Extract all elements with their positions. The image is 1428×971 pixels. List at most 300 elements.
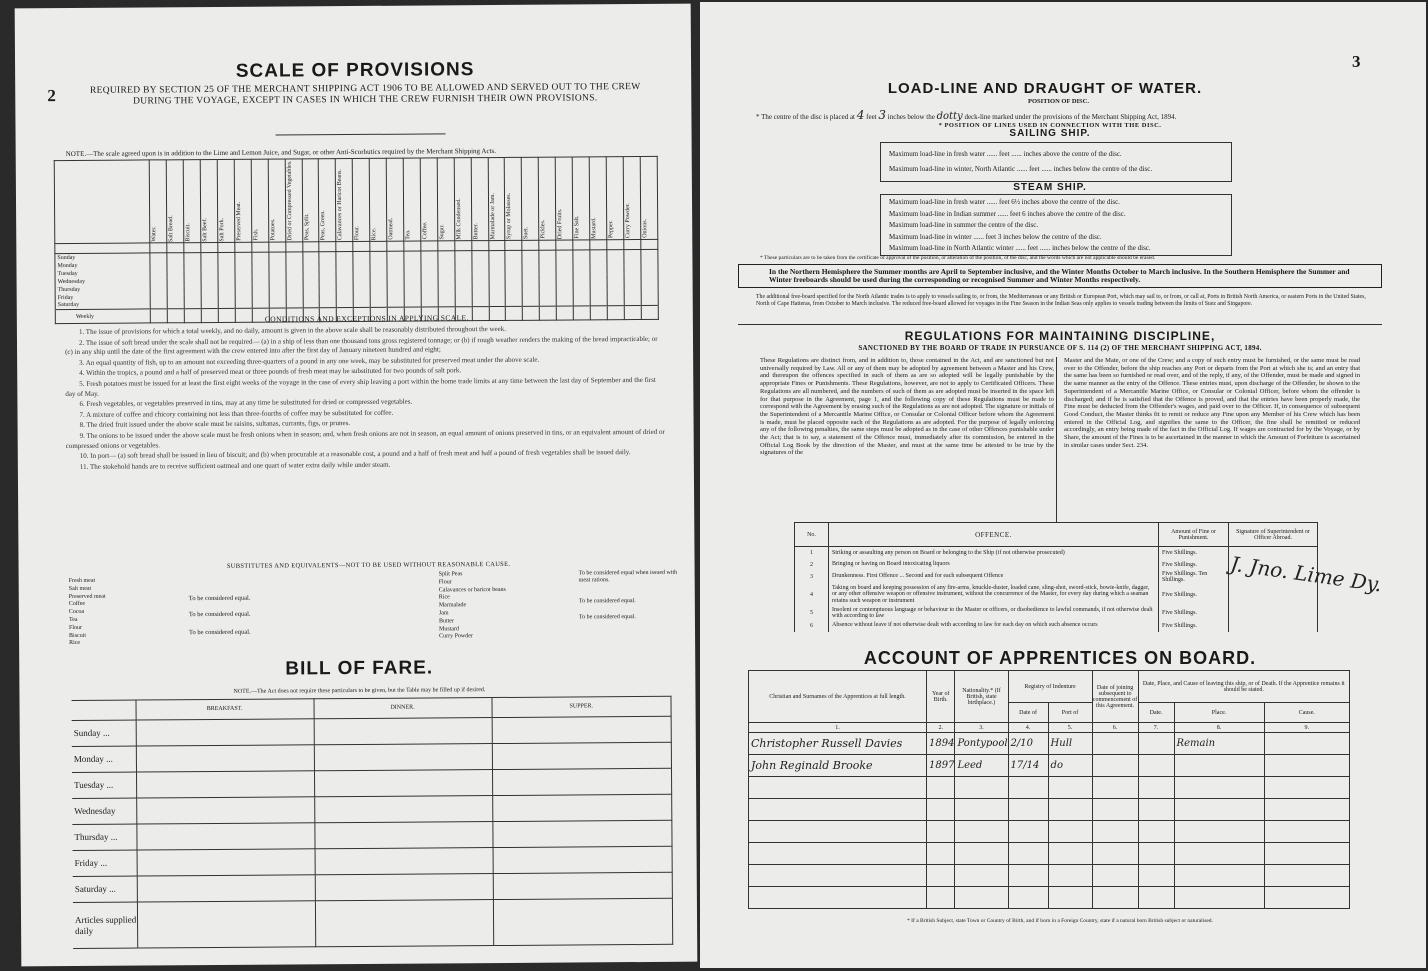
table-cell <box>269 268 286 276</box>
table-cell <box>472 267 489 275</box>
condition-item: 4. Within the tropics, a pound and a half of preserved meat or three pounds of fresh meat may be substituted for two pounds of salt pork. <box>79 366 462 378</box>
apprentice-cell[interactable] <box>1174 887 1264 909</box>
apprentice-cell[interactable] <box>1008 821 1048 843</box>
offence-fine: Five Shillings. <box>1159 559 1229 571</box>
apprentice-cell[interactable] <box>927 799 955 821</box>
offence-text: Absence without leave if not otherwise dealt with according to law for each day on which such absence occurs <box>829 620 1159 632</box>
provision-column-header <box>572 157 589 240</box>
considered-equal-1: To be considered equal. <box>188 594 251 603</box>
apprentice-cell[interactable] <box>1138 777 1174 799</box>
apprentice-cell[interactable] <box>1174 821 1264 843</box>
considered-equal-meat: To be considered equal when issued with meat rations. <box>578 569 678 584</box>
apprentice-cell[interactable] <box>927 843 955 865</box>
table-cell <box>353 284 370 292</box>
substitute-item: Preserved meat <box>68 593 106 600</box>
table-cell <box>505 267 522 275</box>
offence-signature-cell <box>1229 583 1318 607</box>
table-cell <box>573 250 590 258</box>
unit-cell <box>235 242 252 252</box>
bill-cell[interactable] <box>136 797 314 824</box>
apprentice-cell[interactable] <box>1264 843 1349 865</box>
column-number: 7. <box>1138 723 1174 733</box>
table-cell <box>590 250 607 258</box>
provision-column-label: Sugar. <box>439 224 446 240</box>
provision-column-label: Fine Salt. <box>574 215 581 239</box>
offence-no: 3 <box>795 571 829 583</box>
offence-text: Taking on board and keeping possession of any fire-arms, knuckle-duster, loaded cane, sling-shot, sword-stick, bowie-knife, dagger, or any other offensive weapon or offensive instrument, without the concurrence of the Master, for every day during which a seaman retains such weapon or instrument <box>829 583 1159 607</box>
bill-cell[interactable] <box>136 823 314 850</box>
apprentice-cell[interactable] <box>955 777 1008 799</box>
table-cell <box>167 285 184 293</box>
sailing-line: Maximum load-line in fresh water ...... feet ...... inches above the centre of the disc. <box>889 150 1122 158</box>
apprentice-cell[interactable] <box>1092 733 1138 755</box>
provision-column-label: Butter. <box>472 223 479 240</box>
substitute-item: Flour <box>68 624 83 631</box>
table-cell <box>337 292 354 300</box>
table-cell <box>184 285 201 293</box>
apprentice-cell[interactable] <box>1138 733 1174 755</box>
steam-line: Maximum load-line in winter ...... feet 3 inches below the centre of the disc. <box>889 232 1102 241</box>
bill-cell[interactable] <box>136 719 314 746</box>
table-cell <box>522 282 539 290</box>
apprentice-cell[interactable] <box>1092 755 1138 777</box>
table-cell <box>235 276 252 284</box>
offence-text: Striking or assaulting any person on Board or belonging to the Ship (if not otherwise prosecuted) <box>829 547 1159 559</box>
apprentice-cell[interactable]: John Reginald Brooke <box>749 755 927 777</box>
substitute-item: Biscuit <box>69 632 87 639</box>
table-cell <box>286 284 303 292</box>
table-cell <box>607 290 624 298</box>
offence-fine: Five Shillings. <box>1159 607 1229 620</box>
apprentice-cell[interactable] <box>749 887 927 909</box>
unit-cell <box>285 242 302 252</box>
apprentice-cell[interactable]: 1894 <box>927 733 955 755</box>
table-cell <box>455 267 472 275</box>
apprentice-cell[interactable] <box>1092 887 1138 909</box>
apprentice-cell[interactable] <box>1008 843 1048 865</box>
table-cell <box>641 298 658 306</box>
apprentice-cell[interactable]: Pontypool <box>955 733 1008 755</box>
disc-inches-text: inches below the <box>887 113 935 121</box>
table-cell <box>168 301 185 309</box>
bill-day-text: Sunday ... <box>73 727 110 738</box>
table-cell <box>539 274 556 282</box>
bill-cell[interactable] <box>137 849 315 876</box>
table-cell <box>489 275 506 283</box>
condition-item: 5. Fresh potatoes must be issued for at least the first eight weeks of the voyage in the case of every ship leaving a port within the home trade limits at any time between the last day of September and the first day of May. <box>65 375 656 398</box>
day-name: Friday <box>57 294 74 301</box>
apprentice-cell[interactable] <box>1048 865 1092 887</box>
apprentice-row <box>749 777 1350 799</box>
table-cell <box>455 251 472 259</box>
table-cell <box>438 291 455 299</box>
offence-no: 4 <box>795 583 829 607</box>
apprentice-cell[interactable] <box>955 843 1008 865</box>
apprentice-cell[interactable] <box>1264 865 1349 887</box>
bill-day-label <box>73 902 137 948</box>
day-name: Monday <box>57 262 78 269</box>
table-cell <box>184 301 201 309</box>
substitute-item: Mustard <box>438 625 460 633</box>
table-cell <box>184 253 201 261</box>
apprentice-cell[interactable] <box>955 821 1008 843</box>
provision-column-label: Preserved Meat. <box>235 201 243 242</box>
table-cell <box>286 276 303 284</box>
table-cell <box>252 292 269 300</box>
bill-cell[interactable] <box>492 768 672 795</box>
apprentices-footnote: * If a British Subject, state Town or Country of Birth, and if born in a Foreign Country, state if a natural born British subject or naturalised. <box>907 918 1213 924</box>
apprentice-cell[interactable] <box>1048 821 1092 843</box>
apprentice-cell[interactable] <box>1174 799 1264 821</box>
bill-cell[interactable] <box>493 898 673 945</box>
apprentice-cell[interactable] <box>1138 821 1174 843</box>
table-cell <box>590 290 607 298</box>
position-of-disc: POSITION OF DISC. <box>1028 98 1089 105</box>
table-cell <box>539 250 556 258</box>
apprentice-cell[interactable] <box>955 799 1008 821</box>
app-col-name: Christian and Surnames of the Apprentices at full length. <box>749 671 927 723</box>
provision-column-label: Oatmeal. <box>388 218 395 240</box>
provision-column-label: Milk Condensed. <box>455 198 463 240</box>
disc-inches: 3 <box>878 108 887 122</box>
bill-cell[interactable] <box>493 872 673 899</box>
substitute-item: Rice <box>438 594 450 601</box>
provision-column-label: Rice. <box>371 227 378 241</box>
apprentice-cell[interactable] <box>1138 865 1174 887</box>
provision-column-header <box>606 157 623 240</box>
bill-of-fare-table <box>71 696 673 949</box>
table-cell <box>167 277 184 285</box>
table-cell <box>387 299 404 307</box>
provision-column-header <box>234 159 251 242</box>
apprentice-cell[interactable] <box>1008 799 1048 821</box>
apprentice-cell[interactable] <box>1138 843 1174 865</box>
table-cell <box>472 275 489 283</box>
table-cell <box>387 267 404 275</box>
unit-cell <box>556 240 573 250</box>
table-cell <box>641 250 658 258</box>
substitutes-left <box>69 577 149 648</box>
apprentice-cell[interactable] <box>1048 777 1092 799</box>
unit-cell <box>201 243 218 253</box>
table-cell <box>320 292 337 300</box>
loadline-title: LOAD-LINE AND DRAUGHT OF WATER. <box>887 80 1203 97</box>
sailing-ship-box <box>880 142 1232 182</box>
table-cell <box>218 293 235 301</box>
bill-day-text: Wednesday <box>74 805 116 816</box>
disc-position-line <box>756 108 1396 122</box>
apprentice-cell[interactable] <box>1008 777 1048 799</box>
substitute-item: Rice <box>69 640 81 647</box>
apprentice-row <box>749 755 1350 777</box>
provision-column-label: Dried or Compressed Vegetables. <box>286 160 293 241</box>
bill-cell[interactable] <box>314 718 492 745</box>
provision-column-label: Tea. <box>405 229 412 240</box>
table-cell <box>472 299 489 307</box>
column-number: 1. <box>749 723 927 733</box>
table-cell <box>522 250 539 258</box>
apprentice-cell[interactable] <box>1264 799 1349 821</box>
bill-day-label <box>72 772 136 798</box>
unit-cell <box>590 240 607 250</box>
offence-no: 6 <box>795 620 829 632</box>
table-cell <box>269 292 286 300</box>
apprentice-row <box>749 733 1350 755</box>
apprentice-cell[interactable]: 17/14 <box>1008 755 1048 777</box>
apprentice-cell[interactable]: 1897 <box>927 755 955 777</box>
table-cell <box>387 275 404 283</box>
table-cell <box>505 251 522 259</box>
provision-column-header <box>251 159 268 242</box>
table-cell <box>404 259 421 267</box>
bill-cell[interactable] <box>136 771 314 798</box>
provision-column-header <box>353 158 370 241</box>
apprentice-cell[interactable] <box>1264 777 1349 799</box>
column-number: 5. <box>1048 723 1092 733</box>
provision-column-label: Salt Pork. <box>219 217 226 242</box>
table-cell <box>624 258 641 266</box>
provision-column-header <box>454 158 471 241</box>
table-cell <box>184 293 201 301</box>
table-cell <box>438 283 455 291</box>
table-cell <box>506 283 523 291</box>
column-number: 8. <box>1174 723 1264 733</box>
table-cell <box>506 299 523 307</box>
provision-column-label: Coffee. <box>422 221 429 240</box>
bill-cell[interactable] <box>314 796 492 823</box>
table-cell <box>235 260 252 268</box>
bill-cell[interactable] <box>314 770 492 797</box>
apprentice-cell[interactable] <box>1092 843 1138 865</box>
day-name: Sunday <box>57 254 76 262</box>
unit-cell <box>218 243 235 253</box>
apprentice-cell[interactable] <box>749 799 927 821</box>
apprentice-cell[interactable] <box>749 843 927 865</box>
column-number-row <box>749 723 1350 733</box>
table-cell <box>607 258 624 266</box>
bill-cell[interactable] <box>314 822 492 849</box>
bill-cell[interactable] <box>492 820 672 847</box>
table-cell <box>387 259 404 267</box>
apprentice-cell[interactable] <box>1138 887 1174 909</box>
provision-column-label: Curry Powder. <box>624 203 632 239</box>
apprentice-cell[interactable] <box>1264 755 1349 777</box>
table-cell <box>421 275 438 283</box>
apprentice-cell[interactable] <box>1092 777 1138 799</box>
apprentice-cell[interactable] <box>1138 799 1174 821</box>
apprentice-cell[interactable] <box>1174 777 1264 799</box>
table-cell <box>607 274 624 282</box>
table-cell <box>218 277 235 285</box>
bill-cell[interactable] <box>492 716 672 743</box>
unit-cell <box>607 240 624 250</box>
table-cell <box>252 252 269 260</box>
table-cell <box>624 290 641 298</box>
table-cell <box>556 306 573 320</box>
table-cell <box>607 306 624 320</box>
apprentice-cell[interactable] <box>1048 887 1092 909</box>
apprentice-cell[interactable] <box>1048 843 1092 865</box>
provision-column-label: Fish. <box>253 229 260 241</box>
offence-col-no: No. <box>795 523 829 547</box>
apprentice-cell[interactable] <box>927 821 955 843</box>
table-cell <box>269 260 286 268</box>
apprentice-cell[interactable] <box>1174 843 1264 865</box>
bill-cell[interactable] <box>137 875 315 902</box>
provision-column-header <box>488 157 505 240</box>
table-cell <box>573 266 590 274</box>
apprentice-cell[interactable] <box>1092 821 1138 843</box>
apprentice-cell[interactable] <box>1092 799 1138 821</box>
apprentice-cell[interactable]: do <box>1048 755 1092 777</box>
bill-cell[interactable] <box>315 848 493 875</box>
column-number: 4. <box>1008 723 1048 733</box>
steam-line: Maximum load-line in summer the centre of the disc. <box>889 221 1039 230</box>
table-cell <box>590 298 607 306</box>
bill-cell[interactable] <box>314 744 492 771</box>
table-cell <box>624 306 641 320</box>
provision-column-label: Peas, Green. <box>320 210 327 241</box>
steam-line: Maximum load-line in North Atlantic winter ...... feet ...... inches below the centre of the disc. <box>889 244 1151 253</box>
table-cell <box>303 284 320 292</box>
apprentice-cell[interactable] <box>1174 865 1264 887</box>
bill-of-fare-title: BILL OF FARE. <box>285 657 434 680</box>
apprentice-cell[interactable]: 2/10 <box>1008 733 1048 755</box>
provision-column-label: Suet. <box>523 226 530 240</box>
unit-cell <box>573 240 590 250</box>
offence-text: Insolent or contemptuous language or behaviour to the Master or officers, or disobedience to lawful commands, if not otherwise dealt with according to law <box>829 607 1159 620</box>
apprentice-row <box>749 843 1350 865</box>
table-cell <box>370 267 387 275</box>
provision-column-header <box>437 158 454 241</box>
table-cell <box>556 274 573 282</box>
apprentice-cell[interactable] <box>927 777 955 799</box>
substitute-item: Jam <box>438 610 449 617</box>
app-sub-port-of: Port of <box>1048 703 1092 723</box>
table-cell <box>522 274 539 282</box>
bill-cell[interactable] <box>136 745 314 772</box>
apprentice-cell[interactable] <box>749 821 927 843</box>
table-cell <box>218 253 235 261</box>
table-cell <box>184 261 201 269</box>
apprentice-cell[interactable] <box>1008 887 1048 909</box>
bill-cell[interactable] <box>493 846 673 873</box>
provision-column-label: Salt Bread. <box>168 214 175 242</box>
provision-column-label: Pickles. <box>540 220 547 239</box>
apprentice-cell[interactable] <box>927 887 955 909</box>
table-cell <box>556 258 573 266</box>
bill-day-label <box>72 720 136 746</box>
table-cell <box>370 275 387 283</box>
provision-column-label: Dried Fruits. <box>557 208 564 239</box>
table-cell <box>590 306 607 320</box>
table-cell <box>573 282 590 290</box>
apprentice-cell[interactable] <box>749 865 927 887</box>
apprentice-cell[interactable] <box>927 865 955 887</box>
apprentice-cell[interactable] <box>1264 887 1349 909</box>
left-page <box>15 4 698 967</box>
offence-no: 1 <box>795 547 829 559</box>
bill-cell[interactable] <box>137 901 315 948</box>
column-number: 2. <box>927 723 955 733</box>
table-cell <box>201 269 218 277</box>
table-cell <box>522 258 539 266</box>
apprentice-row <box>749 799 1350 821</box>
apprentice-row <box>749 821 1350 843</box>
apprentice-cell[interactable] <box>1008 865 1048 887</box>
bill-cell[interactable] <box>492 794 672 821</box>
provision-column-label: Water. <box>151 226 158 242</box>
apprentice-cell[interactable] <box>1138 755 1174 777</box>
steam-ship-box <box>880 194 1232 256</box>
table-cell <box>421 283 438 291</box>
right-page <box>700 2 1426 968</box>
bill-cell[interactable] <box>492 742 672 769</box>
condition-item: 8. The dried fruit issued under the above scale must be raisins, sultanas, currants, figs, or prunes. <box>79 419 351 430</box>
unit-cell <box>421 241 438 251</box>
bill-cell[interactable] <box>315 874 493 901</box>
table-cell <box>438 251 455 259</box>
apprentice-cell[interactable] <box>955 865 1008 887</box>
table-cell <box>168 309 185 323</box>
apprentice-cell[interactable] <box>1048 799 1092 821</box>
unit-cell <box>336 242 353 252</box>
table-cell <box>472 251 489 259</box>
table-cell <box>320 300 337 308</box>
table-cell <box>235 252 252 260</box>
provision-column-header <box>505 157 522 240</box>
table-cell <box>218 269 235 277</box>
table-cell <box>539 258 556 266</box>
table-cell <box>573 290 590 298</box>
table-cell <box>523 306 540 320</box>
table-cell <box>489 299 506 307</box>
substitute-item: Split Peas <box>438 571 463 578</box>
table-cell <box>201 253 218 261</box>
apprentice-cell[interactable]: Remain <box>1174 733 1264 755</box>
table-cell <box>590 282 607 290</box>
apprentice-cell[interactable] <box>1264 821 1349 843</box>
apprentice-cell[interactable]: Leed <box>955 755 1008 777</box>
table-cell <box>336 252 353 260</box>
apprentice-cell[interactable]: Christopher Russell Davies <box>749 733 927 755</box>
apprentice-cell[interactable] <box>955 887 1008 909</box>
table-cell <box>151 293 168 301</box>
apprentice-cell[interactable] <box>1264 733 1349 755</box>
table-cell <box>556 290 573 298</box>
apprentice-cell[interactable]: Hull <box>1048 733 1092 755</box>
apprentice-cell[interactable] <box>749 777 927 799</box>
table-cell <box>370 259 387 267</box>
bill-cell[interactable] <box>315 900 493 947</box>
day-name: Tuesday <box>57 270 78 277</box>
app-sub-date: Date. <box>1138 703 1174 723</box>
column-number: 6. <box>1092 723 1138 733</box>
table-cell <box>252 284 269 292</box>
table-cell <box>286 252 303 260</box>
apprentice-cell[interactable] <box>1174 755 1264 777</box>
table-cell <box>641 258 658 266</box>
disc-text-b: deck-line marked under the provisions of the Merchant Shipping Act, 1894. <box>964 113 1177 121</box>
table-cell <box>523 298 540 306</box>
table-cell <box>455 275 472 283</box>
table-cell <box>573 258 590 266</box>
table-cell <box>302 252 319 260</box>
unit-cell <box>353 242 370 252</box>
condition-item: 3. An equal quantity of fish, up to an amount not exceeding three-quarters of a pound in any one week, may be substituted for preserved meat under the above scale. <box>79 355 540 367</box>
apprentice-cell[interactable] <box>1092 865 1138 887</box>
table-cell <box>252 276 269 284</box>
